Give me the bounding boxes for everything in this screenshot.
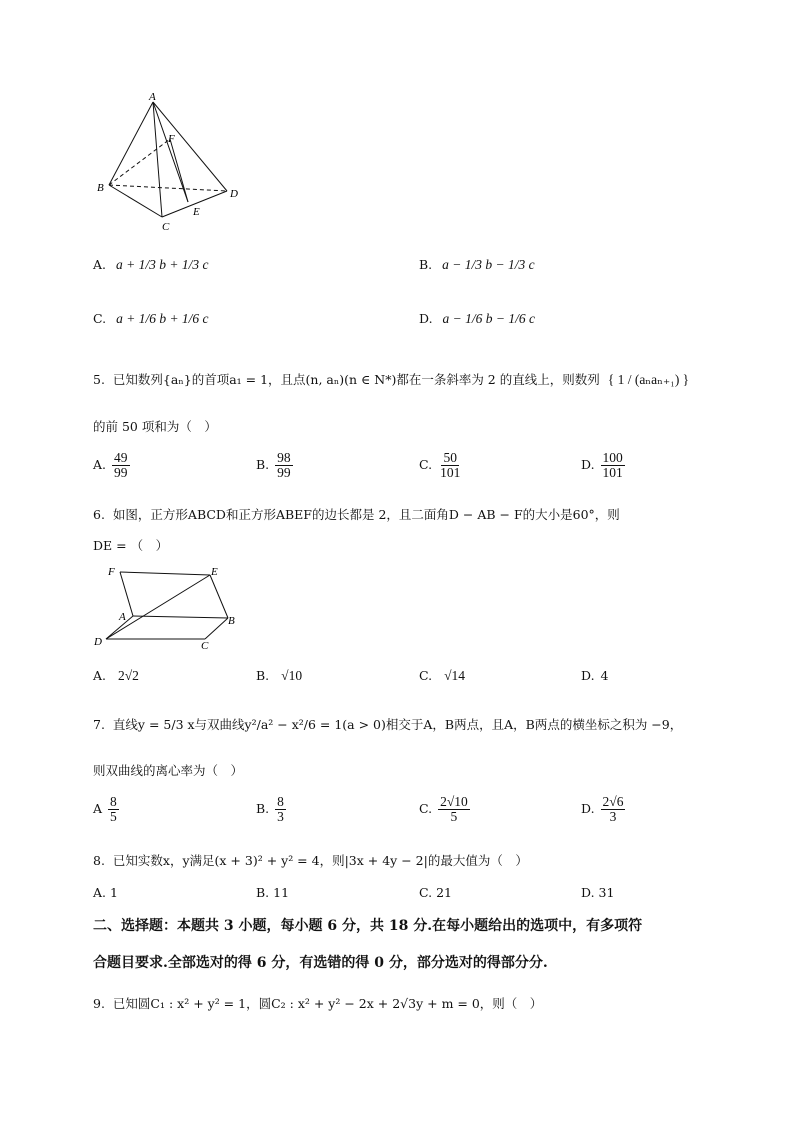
option-letter: C. xyxy=(419,668,433,683)
q6-option-a[interactable] xyxy=(93,668,139,684)
q6-option-c[interactable] xyxy=(419,668,465,684)
q4-option-b[interactable] xyxy=(419,257,535,273)
question-text: 如图，正方形ABCD和正方形ABEF的边长都是 2，且二面角D − AB − F的大小是60°，则 xyxy=(112,507,620,522)
option-text: 11 xyxy=(273,885,290,900)
option-letter: C. xyxy=(93,311,107,326)
option-numerator: 49 xyxy=(114,450,128,465)
option-letter: C. xyxy=(419,801,433,817)
option-text: 21 xyxy=(436,885,452,900)
option-letter: D. xyxy=(581,457,595,473)
q5-stem-line1 xyxy=(93,370,689,388)
question-number: 6. xyxy=(93,507,105,522)
label-B: B xyxy=(97,182,104,194)
label-F: F xyxy=(108,566,115,578)
q5-stem-line2: 的前 50 项和为（ ） xyxy=(93,419,217,434)
option-numerator: 2√6 xyxy=(602,794,624,809)
q6-stem-line2: DE = （ ） xyxy=(93,538,169,553)
q8-stem-line1 xyxy=(93,851,528,869)
tetrahedron-figure xyxy=(92,90,252,235)
option-denominator: 101 xyxy=(602,465,623,481)
option-text: a − 1/6 b − 1/6 c xyxy=(442,311,536,326)
label-D: D xyxy=(94,636,102,648)
label-E: E xyxy=(193,206,200,218)
option-letter: D. xyxy=(581,801,595,817)
q7-stem-line2: 则双曲线的离心率为（ ） xyxy=(93,763,244,778)
option-letter: A. xyxy=(93,457,107,473)
question-number: 9. xyxy=(93,996,105,1011)
option-letter: D. xyxy=(419,311,433,326)
option-numerator: 8 xyxy=(277,794,284,809)
q7-option-b[interactable] xyxy=(256,795,288,824)
sequence-expression: { 1 / (aₙaₙ₊₁) } xyxy=(607,372,690,387)
q8-option-d[interactable] xyxy=(581,885,614,900)
option-letter: A. xyxy=(93,257,107,272)
option-letter: D. xyxy=(581,668,595,683)
option-letter: A. xyxy=(93,668,107,683)
label-E: E xyxy=(211,566,218,578)
q6-option-d[interactable] xyxy=(581,668,609,683)
option-letter: B. xyxy=(256,457,270,473)
label-D: D xyxy=(230,188,238,200)
option-letter: C. xyxy=(419,885,433,900)
option-numerator: 8 xyxy=(110,794,117,809)
option-denominator: 3 xyxy=(609,809,617,825)
label-C: C xyxy=(162,221,170,233)
option-denominator: 5 xyxy=(450,809,458,825)
option-text: a + 1/6 b + 1/6 c xyxy=(116,311,209,326)
question-text: 已知实数x，y满足(x + 3)² + y² = 4，则|3x + 4y − 2|的最大值为（ ） xyxy=(112,853,528,868)
option-letter: B. xyxy=(256,801,270,817)
label-F: F xyxy=(168,133,175,145)
question-text: 已知圆C₁ : x² + y² = 1，圆C₂ : x² + y² − 2x + 2√3y + m = 0，则（ ） xyxy=(112,996,543,1011)
q8-option-b[interactable] xyxy=(256,885,289,900)
q5-option-c[interactable] xyxy=(419,451,464,480)
option-numerator: 50 xyxy=(443,450,457,465)
option-letter: B. xyxy=(419,257,433,272)
question-text: 已知数列{aₙ}的首项a₁ = 1，且点(n, aₙ)(n ∈ N*)都在一条斜率为 2 的直线上，则数列 xyxy=(112,372,600,387)
squares-figure xyxy=(90,562,250,654)
q7-option-d[interactable] xyxy=(581,795,627,824)
label-C: C xyxy=(201,640,209,652)
option-numerator: 98 xyxy=(277,450,291,465)
q7-option-a[interactable] xyxy=(93,795,121,824)
q5-option-b[interactable] xyxy=(256,451,295,480)
option-letter: C. xyxy=(419,457,433,473)
label-A: A xyxy=(149,91,156,103)
q7-option-c[interactable] xyxy=(419,795,472,824)
option-text: 1 xyxy=(110,885,118,900)
option-numerator: 2√10 xyxy=(440,794,468,809)
option-letter: B. xyxy=(256,668,270,683)
label-B: B xyxy=(228,615,235,627)
question-text: 直线y = 5/3 x与双曲线y²/a² − x²/6 = 1(a > 0)相交于A，B两点，且A，B两点的横坐标之积为 −9， xyxy=(112,717,683,732)
section-heading-line2: 合题目要求.全部选对的得 6 分，有选错的得 0 分，部分选对的得部分分. xyxy=(93,955,548,971)
q4-option-c[interactable] xyxy=(93,311,209,327)
q9-stem-line1 xyxy=(93,994,542,1012)
option-letter: A xyxy=(93,801,103,817)
option-denominator: 101 xyxy=(440,465,461,481)
option-letter: A. xyxy=(93,885,107,900)
q8-option-a[interactable] xyxy=(93,885,118,900)
question-number: 5. xyxy=(93,372,105,387)
option-denominator: 99 xyxy=(277,465,291,481)
q6-option-b[interactable] xyxy=(256,668,302,684)
q7-stem-line1 xyxy=(93,715,682,733)
q6-stem-line1 xyxy=(93,505,620,523)
option-denominator: 99 xyxy=(114,465,128,481)
q4-option-d[interactable] xyxy=(419,311,535,327)
question-number: 7. xyxy=(93,717,105,732)
option-text: 4 xyxy=(600,668,609,683)
option-text: 2√2 xyxy=(118,668,139,683)
option-letter: D. xyxy=(581,885,595,900)
option-text: a − 1/3 b − 1/3 c xyxy=(442,257,535,272)
option-text: √10 xyxy=(281,668,303,683)
option-denominator: 3 xyxy=(277,809,284,825)
q5-option-d[interactable] xyxy=(581,451,627,480)
q8-option-c[interactable] xyxy=(419,885,452,900)
label-A: A xyxy=(119,611,126,623)
option-text: √14 xyxy=(444,668,465,683)
option-text: 31 xyxy=(598,885,615,900)
q5-option-a[interactable] xyxy=(93,451,132,480)
section-heading-line1: 二、选择题：本题共 3 小题，每小题 6 分，共 18 分.在每小题给出的选项中，有多项符 xyxy=(93,918,643,934)
option-denominator: 5 xyxy=(110,809,117,825)
option-letter: B. xyxy=(256,885,270,900)
option-numerator: 100 xyxy=(602,450,623,465)
question-number: 8. xyxy=(93,853,105,868)
q4-option-a[interactable] xyxy=(93,257,208,273)
option-text: a + 1/3 b + 1/3 c xyxy=(116,257,209,272)
